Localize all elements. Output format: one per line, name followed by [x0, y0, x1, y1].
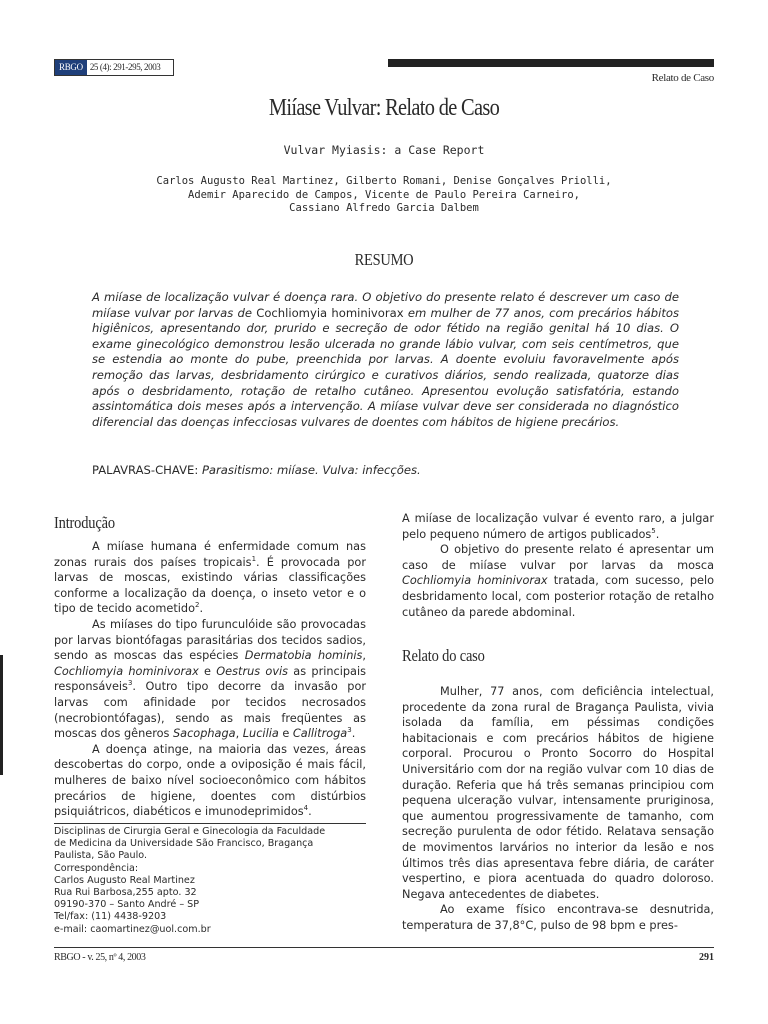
intro-heading: Introdução: [54, 513, 115, 532]
intro-body: [54, 539, 366, 820]
keywords: [92, 463, 421, 477]
footnote-line: de Medicina da Universidade São Francisco, Bragança: [54, 838, 314, 850]
author-line: Ademir Aparecido de Campos, Vicente de Paulo Pereira Carneiro,: [188, 188, 580, 201]
case-paragraph-1: Mulher, 77 anos, com deficiência intelectual, procedente da zona rural de Bragança Paulista, vivia isolada da família, em péssimas condições habitacionais e com precários hábitos de higiene corporal. Procurou o Pronto Socorro do Hospital Universitário com dor na região vulvar com 10 dias de duração. Referia que há três semanas principiou com pequena ulceração vulvar, intensamente pruriginosa, que aumentou progressivamente de tamanho, com secreção purulenta de odor fétido. Relatava sensação de movimentos larvários no interior da lesão e nos últimos três dias apresentava febre diária, de caráter vespertino, e piora acentuada do quadro doloroso. Negava antecedentes de diabetes.: [402, 685, 714, 901]
journal-tag: [54, 59, 174, 76]
footnote-line: Rua Rui Barbosa,255 apto. 32: [54, 887, 197, 899]
footnote-line: Carlos Augusto Real Martinez: [54, 874, 195, 886]
footnote-line: Tel/fax: (11) 4438-9203: [54, 911, 167, 923]
footnote-email[interactable]: e-mail: caomartinez@uol.com.br: [54, 923, 211, 935]
header-bar: [388, 59, 714, 67]
intro-continued: [402, 511, 714, 620]
abstract-species: Cochliomyia hominivorax: [256, 305, 404, 320]
author-list: [0, 175, 768, 216]
page-number: 291: [699, 952, 714, 963]
footnote-line: Disciplinas de Cirurgia Geral e Ginecologia da Faculdade: [54, 826, 326, 837]
abstract-part: A miíase de localização vulvar é doença rara. O objetivo do presente relato é descrever um caso de miíase vulvar por larvas de: [92, 290, 679, 320]
author-line: Carlos Augusto Real Martinez, Gilberto Romani, Denise Gonçalves Priolli,: [156, 175, 612, 187]
author-line: Cassiano Alfredo Garcia Dalbem: [289, 202, 479, 215]
keywords-label: PALAVRAS-CHAVE:: [92, 463, 202, 477]
footer-divider: [54, 947, 714, 948]
intro-paragraph-3: A doença atinge, na maioria das vezes, áreas descobertas do corpo, onde a oviposição é mais fácil, mulheres de baixo nível socioeconômico com hábitos precários de higiene, doentes com distúrbios psiquiátricos, diabéticos e imunodeprimidos$^4$.: [54, 742, 366, 819]
keywords-values: Parasitismo: miíase. Vulva: infecções.: [201, 463, 421, 477]
intro-paragraph-2: As miíases do tipo furunculóide são provocadas por larvas biontófagas parasitárias dos tecidos sadios, sendo as moscas das espécies Dermatobia hominis, Cochliomyia hominivorax e Oestrus ovis as principais responsáveis$^3$. Outro tipo decorre da invasão por larvas com afinidade por tecidos necrosados (necrobiontófagas), sendo as mais freqüentes as moscas dos gêneros Sacophaga, Lucilia e Callitroga$^3$.: [54, 617, 366, 741]
abstract-part: em mulher de 77 anos, com precários hábitos higiênicos, apresentando dor, prurido e secreção de odor fétido na região genital há 10 dias. O exame ginecológico demonstrou lesão ulcerada no grande lábio vulvar, com seis centímetros, que se estendia ao monte do pube, preenchida por larvas. A doente evoluiu favoravelmente após remoção das larvas, desbridamento cirúrgico e curativos diários, sendo realizada, quatorze dias após o desbridamento, rotação de retalho cutâneo. Apresentou evolução satisfatória, estando assintomática dois meses após a intervenção. A miíase vulvar deve ser considerada no diagnóstico diferencial das doenças infecciosas vulvares de doentes com hábitos de higiene precários.: [92, 305, 679, 429]
abstract-text: [92, 290, 679, 430]
margin-bar: [0, 655, 3, 775]
footnote-line: 09190-370 – Santo André – SP: [54, 899, 200, 911]
case-body: [402, 684, 714, 934]
journal-abbr: RBGO: [55, 60, 87, 75]
intro-paragraph-1: A miíase humana é enfermidade comum nas zonas rurais dos países tropicais$^1$. É provocada por larvas de moscas, existindo várias classificações conforme a localização da doença, o inseto vetor e o tipo de tecido acometido$^2$.: [54, 540, 366, 616]
case-heading: Relato do caso: [402, 646, 485, 665]
footer-citation: RBGO - v. 25, nº 4, 2003: [54, 952, 146, 963]
footnote-divider: [54, 823, 366, 824]
volume-info: 25 (4): 291-295, 2003: [89, 62, 161, 72]
footnote-line: Correspondência:: [54, 862, 139, 874]
right-paragraph-2: O objetivo do presente relato é apresentar um caso de miíase vulvar por larvas da mosca Cochliomyia hominivorax tratada, com sucesso, pelo desbridamento local, com posterior rotação de retalho cutâneo da parede abdominal.: [402, 543, 714, 619]
section-label: Relato de Caso: [651, 72, 714, 84]
footnote-line: Paulista, São Paulo.: [54, 850, 147, 862]
affiliation-footnote: [54, 826, 366, 936]
case-paragraph-2: Ao exame físico encontrava-se desnutrida, temperatura de 37,8°C, pulso de 98 bpm e pres-: [402, 903, 714, 932]
right-paragraph-1: A miíase de localização vulvar é evento raro, a julgar pelo pequeno número de artigos publicados$^5$.: [402, 512, 714, 541]
article-title: Miíase Vulvar: Relato de Caso: [268, 95, 500, 121]
article-subtitle: Vulvar Myiasis: a Case Report: [283, 143, 485, 157]
abstract-heading: RESUMO: [354, 250, 414, 269]
